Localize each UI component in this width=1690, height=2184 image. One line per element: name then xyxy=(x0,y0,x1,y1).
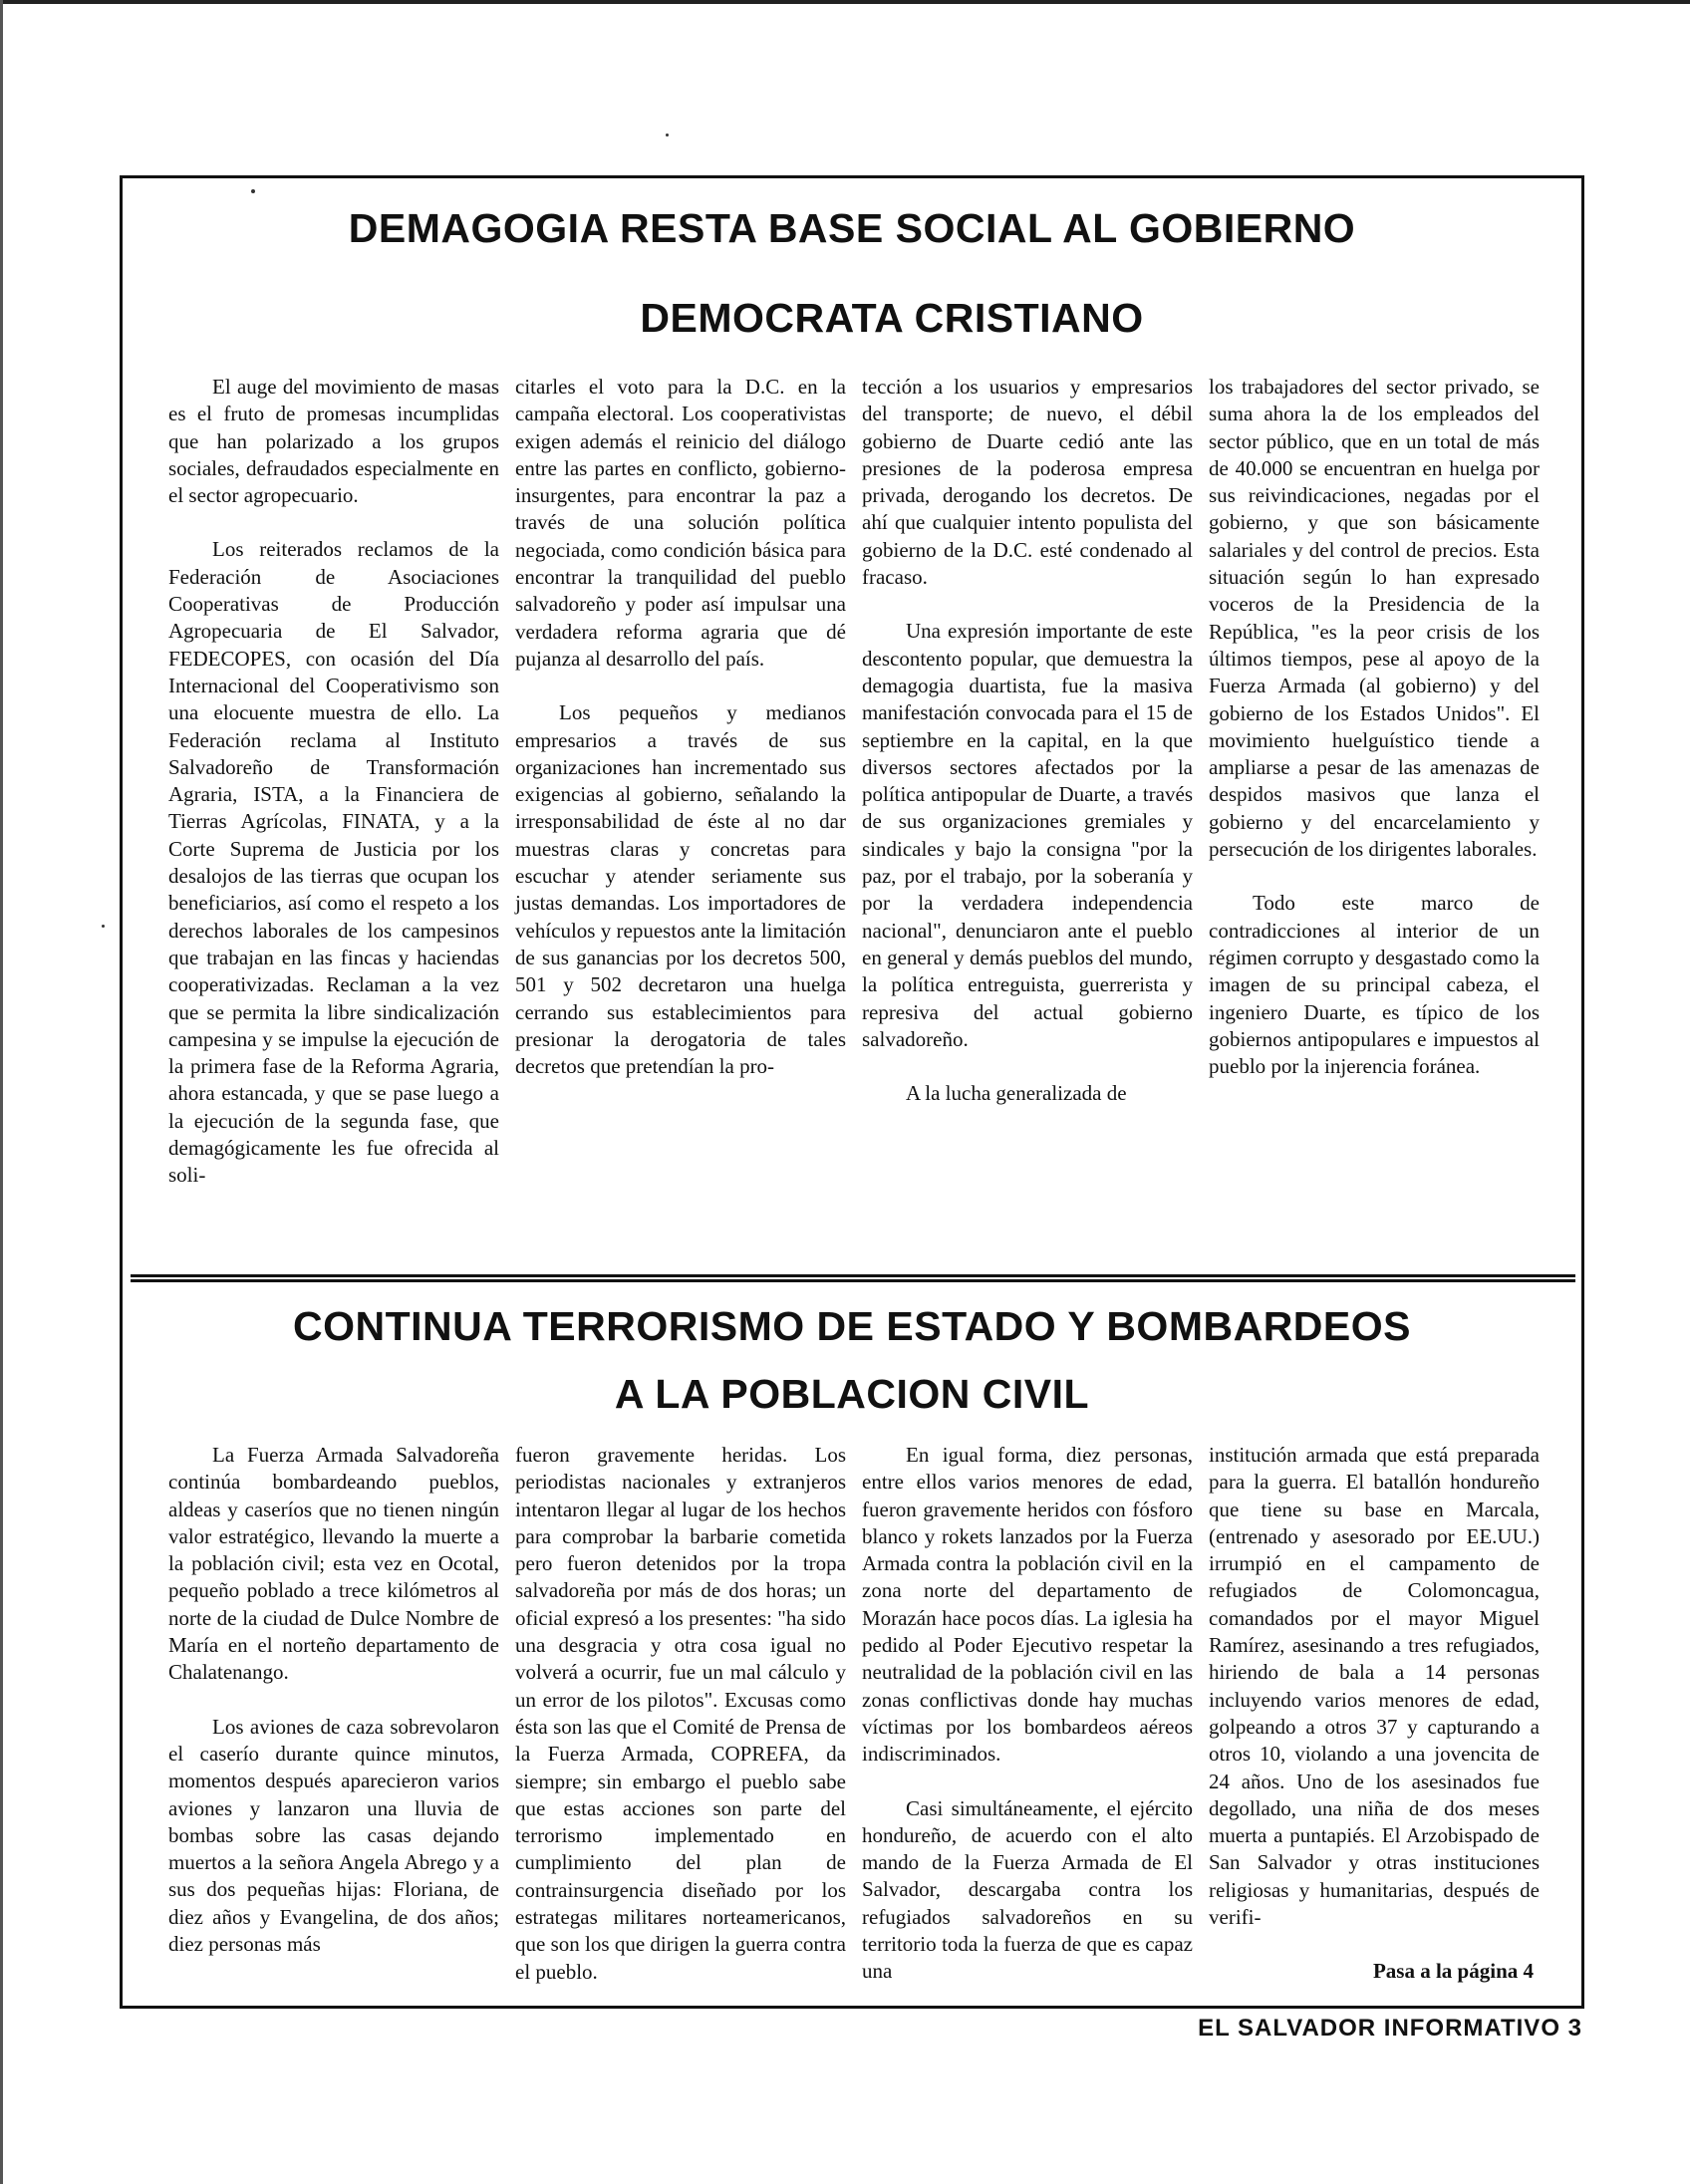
article1-paragraph: Todo este marco de contradicciones al interior de un régimen corrupto y desgastado como la imagen de su principal cabeza, el ingeniero Duarte, es típico de los gobiernos antipopulares e impuestos al pueblo por la injerencia foránea. xyxy=(1209,891,1540,1079)
article1-paragraph: citarles el voto para la D.C. en la campaña electoral. Los cooperativistas exigen además el reinicio del diálogo entre las partes en conflicto, gobierno-insurgentes, para encontrar la paz a través de una solución política negociada, como condición básica para encontrar la tranquilidad del pueblo salvadoreño y poder así impulsar una verdadera reforma agraria que dé pujanza al desarrollo del país. xyxy=(515,375,846,671)
article-frame xyxy=(120,175,1584,2009)
article1-paragraph: A la lucha generalizada de xyxy=(906,1081,1127,1106)
article2-headline-line1: CONTINUA TERRORISMO DE ESTADO Y BOMBARDEOS xyxy=(293,1303,1411,1349)
article2-paragraph: Casi simultáneamente, el ejército hondureño, de acuerdo con el alto mando de la Fuerza Armada de El Salvador, descargaba contra los refugiados salvadoreños en su territorio toda la fuerza de que es capaz una xyxy=(862,1795,1193,1984)
article1-headline-line1: DEMAGOGIA RESTA BASE SOCIAL AL GOBIERNO xyxy=(348,205,1356,251)
article2-paragraph: fueron gravemente heridas. Los periodistas nacionales y extranjeros intentaron llegar al lugar de los hechos para comprobar la barbarie cometida pero fueron detenidos por la tropa salvadoreña por más de dos horas; un oficial expresó a los presentes: "ha sido una desgracia y otra cosa igual no volverá a ocurrir, fue un mal cálculo y un error de los pilotos". Excusas como ésta son las que el Comité de Prensa de la Fuerza Armada, COPREFA, da siempre; sin embargo el pueblo sabe que estas acciones son parte del terrorismo implementado en cumplimiento del plan de contrainsurgencia diseñado por los estrategas militares norteamericanos, que son los que dirigen la guerra contra el pueblo. xyxy=(515,1443,846,1984)
scan-speck xyxy=(102,925,105,928)
article1-paragraph: Los reiterados reclamos de la Federación de Asociaciones Cooperativas de Producción Agropecuaria de El Salvador, FEDECOPES, con ocasión del Día Internacional del Cooperativismo son una elocuente muestra de ello. La Federación reclama al Instituto Salvadoreño de Transformación Agraria, ISTA, a la Financiera de Tierras Agrícolas, FINATA, y a la Corte Suprema de Justicia por los desalojos de las tierras que ocupan los beneficiarios, así como el respeto a los derechos laborales de los campesinos que trabajan en las fincas y haciendas cooperativizadas. Reclaman a la vez que se permita la libre sindicalización campesina y se impulse la ejecución de la primera fase de la Reforma Agraria, ahora estancada, y que se pase luego a la ejecución de la segunda fase, que demagógicamente les fue ofrecida al soli- xyxy=(168,537,499,1188)
page-footer: EL SALVADOR INFORMATIVO 3 xyxy=(1198,2015,1582,2042)
article1-columns xyxy=(160,374,1548,1190)
article2-columns xyxy=(160,1442,1548,1986)
scan-speck xyxy=(251,189,255,193)
article1-paragraph: los trabajadores del sector privado, se suma ahora la de los empleados del sector público, que en un total de más de 40.000 se encuentran en huelga por sus reivindicaciones, negadas por el gobierno, y que son básicamente salariales y del control de precios. Esta situación según lo han expresado voceros de la Presidencia de la República, "es la peor crisis de los últimos tiempos, pese al apoyo de la Fuerza Armada (al gobierno) y del gobierno de los Estados Unidos". El movimiento huelguístico tiende a ampliarse a pesar de las amenazas de despidos masivos que lanza el gobierno y del encarcelamiento y persecución de los dirigentes laborales. xyxy=(1209,375,1540,862)
page-left-border xyxy=(0,0,3,2184)
article1-column-1 xyxy=(160,374,507,1190)
article1-column-4 xyxy=(1201,374,1548,1190)
article2-column-2 xyxy=(507,1442,854,1986)
article2-paragraph: En igual forma, diez personas, entre ellos varios menores de edad, fueron gravemente heridos con fósforo blanco y rokets lanzados por la Fuerza Armada contra la población civil en la zona norte del departamento de Morazán hace pocos días. La iglesia ha pedido al Poder Ejecutivo respetar la neutralidad de la población civil en las zonas conflictivas donde hay muchas víctimas por los bombardeos aéreos indiscriminados. xyxy=(862,1443,1193,1767)
article1-paragraph: Una expresión importante de este descontento popular, que demuestra la demagogia duartista, fue la masiva manifestación convocada para el 15 de septiembre en la capital, en la que diversos sectores afectados por la política antipopular de Duarte, a través de sus organizaciones gremiales y sindicales y bajo la consigna "por la paz, por el trabajo, por la soberanía y por la verdadera independencia nacional", denunciaron ante el pueblo en general y demás pueblos del mundo, la política entreguista, guerrerista y represiva del actual gobierno salvadoreño. xyxy=(862,619,1193,1051)
scan-speck xyxy=(666,134,669,136)
article2-paragraph: institución armada que está preparada para la guerra. El batallón hondureño que tiene su base en Marcala, (entrenado y asesorado por EE.UU.) irrumpió en el campamento de refugiados de Colomoncagua, comandados por el mayor Miguel Ramírez, asesinando a tres refugiados, hiriendo de bala a 14 personas incluyendo varios menores de edad, golpeando a otros 37 y capturando a otros 10, violando a una jovencita de 24 años. Uno de los asesinados fue degollado, una niña de dos meses muerta a puntapiés. El Arzobispado de San Salvador y otras instituciones religiosas y humanitarias, después de verifi- xyxy=(1209,1443,1540,1930)
article2-column-3 xyxy=(854,1442,1201,1986)
article1-column-3 xyxy=(854,374,1201,1190)
section-divider xyxy=(131,1274,1575,1282)
article1-column-2 xyxy=(507,374,854,1190)
page-top-border xyxy=(0,0,1690,4)
article1-paragraph: El auge del movimiento de masas es el fruto de promesas incumplidas que han polarizado a los grupos sociales, defraudados especialmente en el sector agropecuario. xyxy=(168,375,499,508)
article2-column-1 xyxy=(160,1442,507,1986)
article2-headline-line2: A LA POBLACION CIVIL xyxy=(614,1371,1090,1417)
article1-paragraph: Los pequeños y medianos empresarios a través de sus organizaciones han incrementado sus exigencias al gobierno, señalando la irresponsabilidad de éste al no dar muestras claras y concretas para escuchar y atender seriamente sus justas demandas. Los importadores de vehículos y repuestos ante la limitación de sus ganancias por los decretos 500, 501 y 502 decretaron una huelga cerrando sus establecimientos para presionar la derogatoria de tales decretos que pretendían la pro- xyxy=(515,700,846,1079)
article1-headline-line2: DEMOCRATA CRISTIANO xyxy=(640,295,1144,341)
article2-paragraph: Los aviones de caza sobrevolaron el caserío durante quince minutos, momentos después aparecieron varios aviones y lanzaron una lluvia de bombas sobre las casas dejando muertos a la señora Angela Abrego y a sus dos pequeñas hijas: Floriana, de diez años y Evangelina, de dos años; diez personas más xyxy=(168,1714,499,1957)
article2-paragraph: La Fuerza Armada Salvadoreña continúa bombardeando pueblos, aldeas y caseríos que no tienen ningún valor estratégico, llevando la muerte a la población civil; esta vez en Ocotal, pequeño poblado a trece kilómetros al norte de la ciudad de Dulce Nombre de María en el norteño departamento de Chalatenango. xyxy=(168,1443,499,1685)
continued-on-page: Pasa a la página 4 xyxy=(1372,1959,1534,1984)
article2-column-4 xyxy=(1201,1442,1548,1986)
article1-paragraph: tección a los usuarios y empresarios del transporte; de nuevo, el débil gobierno de Duarte cedió ante las presiones de la poderosa empresa privada, derogando los decretos. De ahí que cualquier intento populista del gobierno de la D.C. esté condenado al fracaso. xyxy=(862,375,1193,590)
